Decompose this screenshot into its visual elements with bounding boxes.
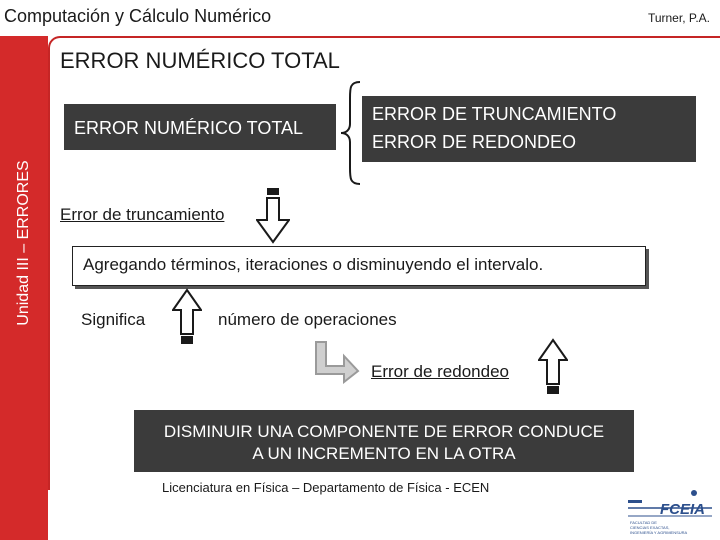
error-components-box: [362, 96, 696, 162]
adding-terms-box: [72, 246, 646, 286]
fceia-logo: [624, 486, 716, 538]
header-bar: [0, 0, 720, 36]
footer-text: Licenciatura en Física – Departamento de Física - ECEN: [162, 480, 490, 495]
total-error-label: ERROR NUMÉRICO TOTAL: [74, 118, 304, 138]
logo-wordmark: FCEIA: [660, 501, 705, 518]
rounding-error-label: Error de redondeo: [371, 362, 509, 381]
up-arrow-icon: [172, 288, 202, 346]
conclusion-line-2: A UN INCREMENTO EN LA OTRA: [252, 444, 516, 463]
up-arrow-icon: [538, 338, 568, 396]
course-title: Computación y Cálculo Numérico: [4, 6, 272, 26]
rounding-component: ERROR DE REDONDEO: [372, 132, 577, 152]
truncation-error-label: Error de truncamiento: [60, 205, 225, 224]
turn-right-arrow-icon: [314, 340, 360, 384]
operations-label: número de operaciones: [218, 310, 397, 329]
author-name: Turner, P.A.: [647, 11, 710, 25]
adding-terms-text: Agregando términos, iteraciones o disminuyendo el intervalo.: [83, 255, 544, 274]
truncation-component: ERROR DE TRUNCAMIENTO: [372, 104, 617, 124]
logo-subtitle-2: CIENCIAS EXACTAS,: [630, 525, 670, 530]
unit-label-area: [0, 148, 48, 338]
logo-subtitle-3: INGENIERÍA Y AGRIMENSURA: [630, 530, 688, 535]
slide-title: ERROR NUMÉRICO TOTAL: [60, 48, 340, 73]
down-arrow-icon: [256, 186, 290, 244]
conclusion-line-1: DISMINUIR UNA COMPONENTE DE ERROR CONDUCE: [163, 422, 605, 441]
logo-subtitle-1: FACULTAD DE: [630, 520, 657, 525]
unit-label: Unidad III – ERRORES: [15, 160, 32, 326]
total-error-box: [64, 104, 336, 150]
conclusion-box: [134, 410, 634, 472]
means-label: Significa: [81, 310, 146, 329]
